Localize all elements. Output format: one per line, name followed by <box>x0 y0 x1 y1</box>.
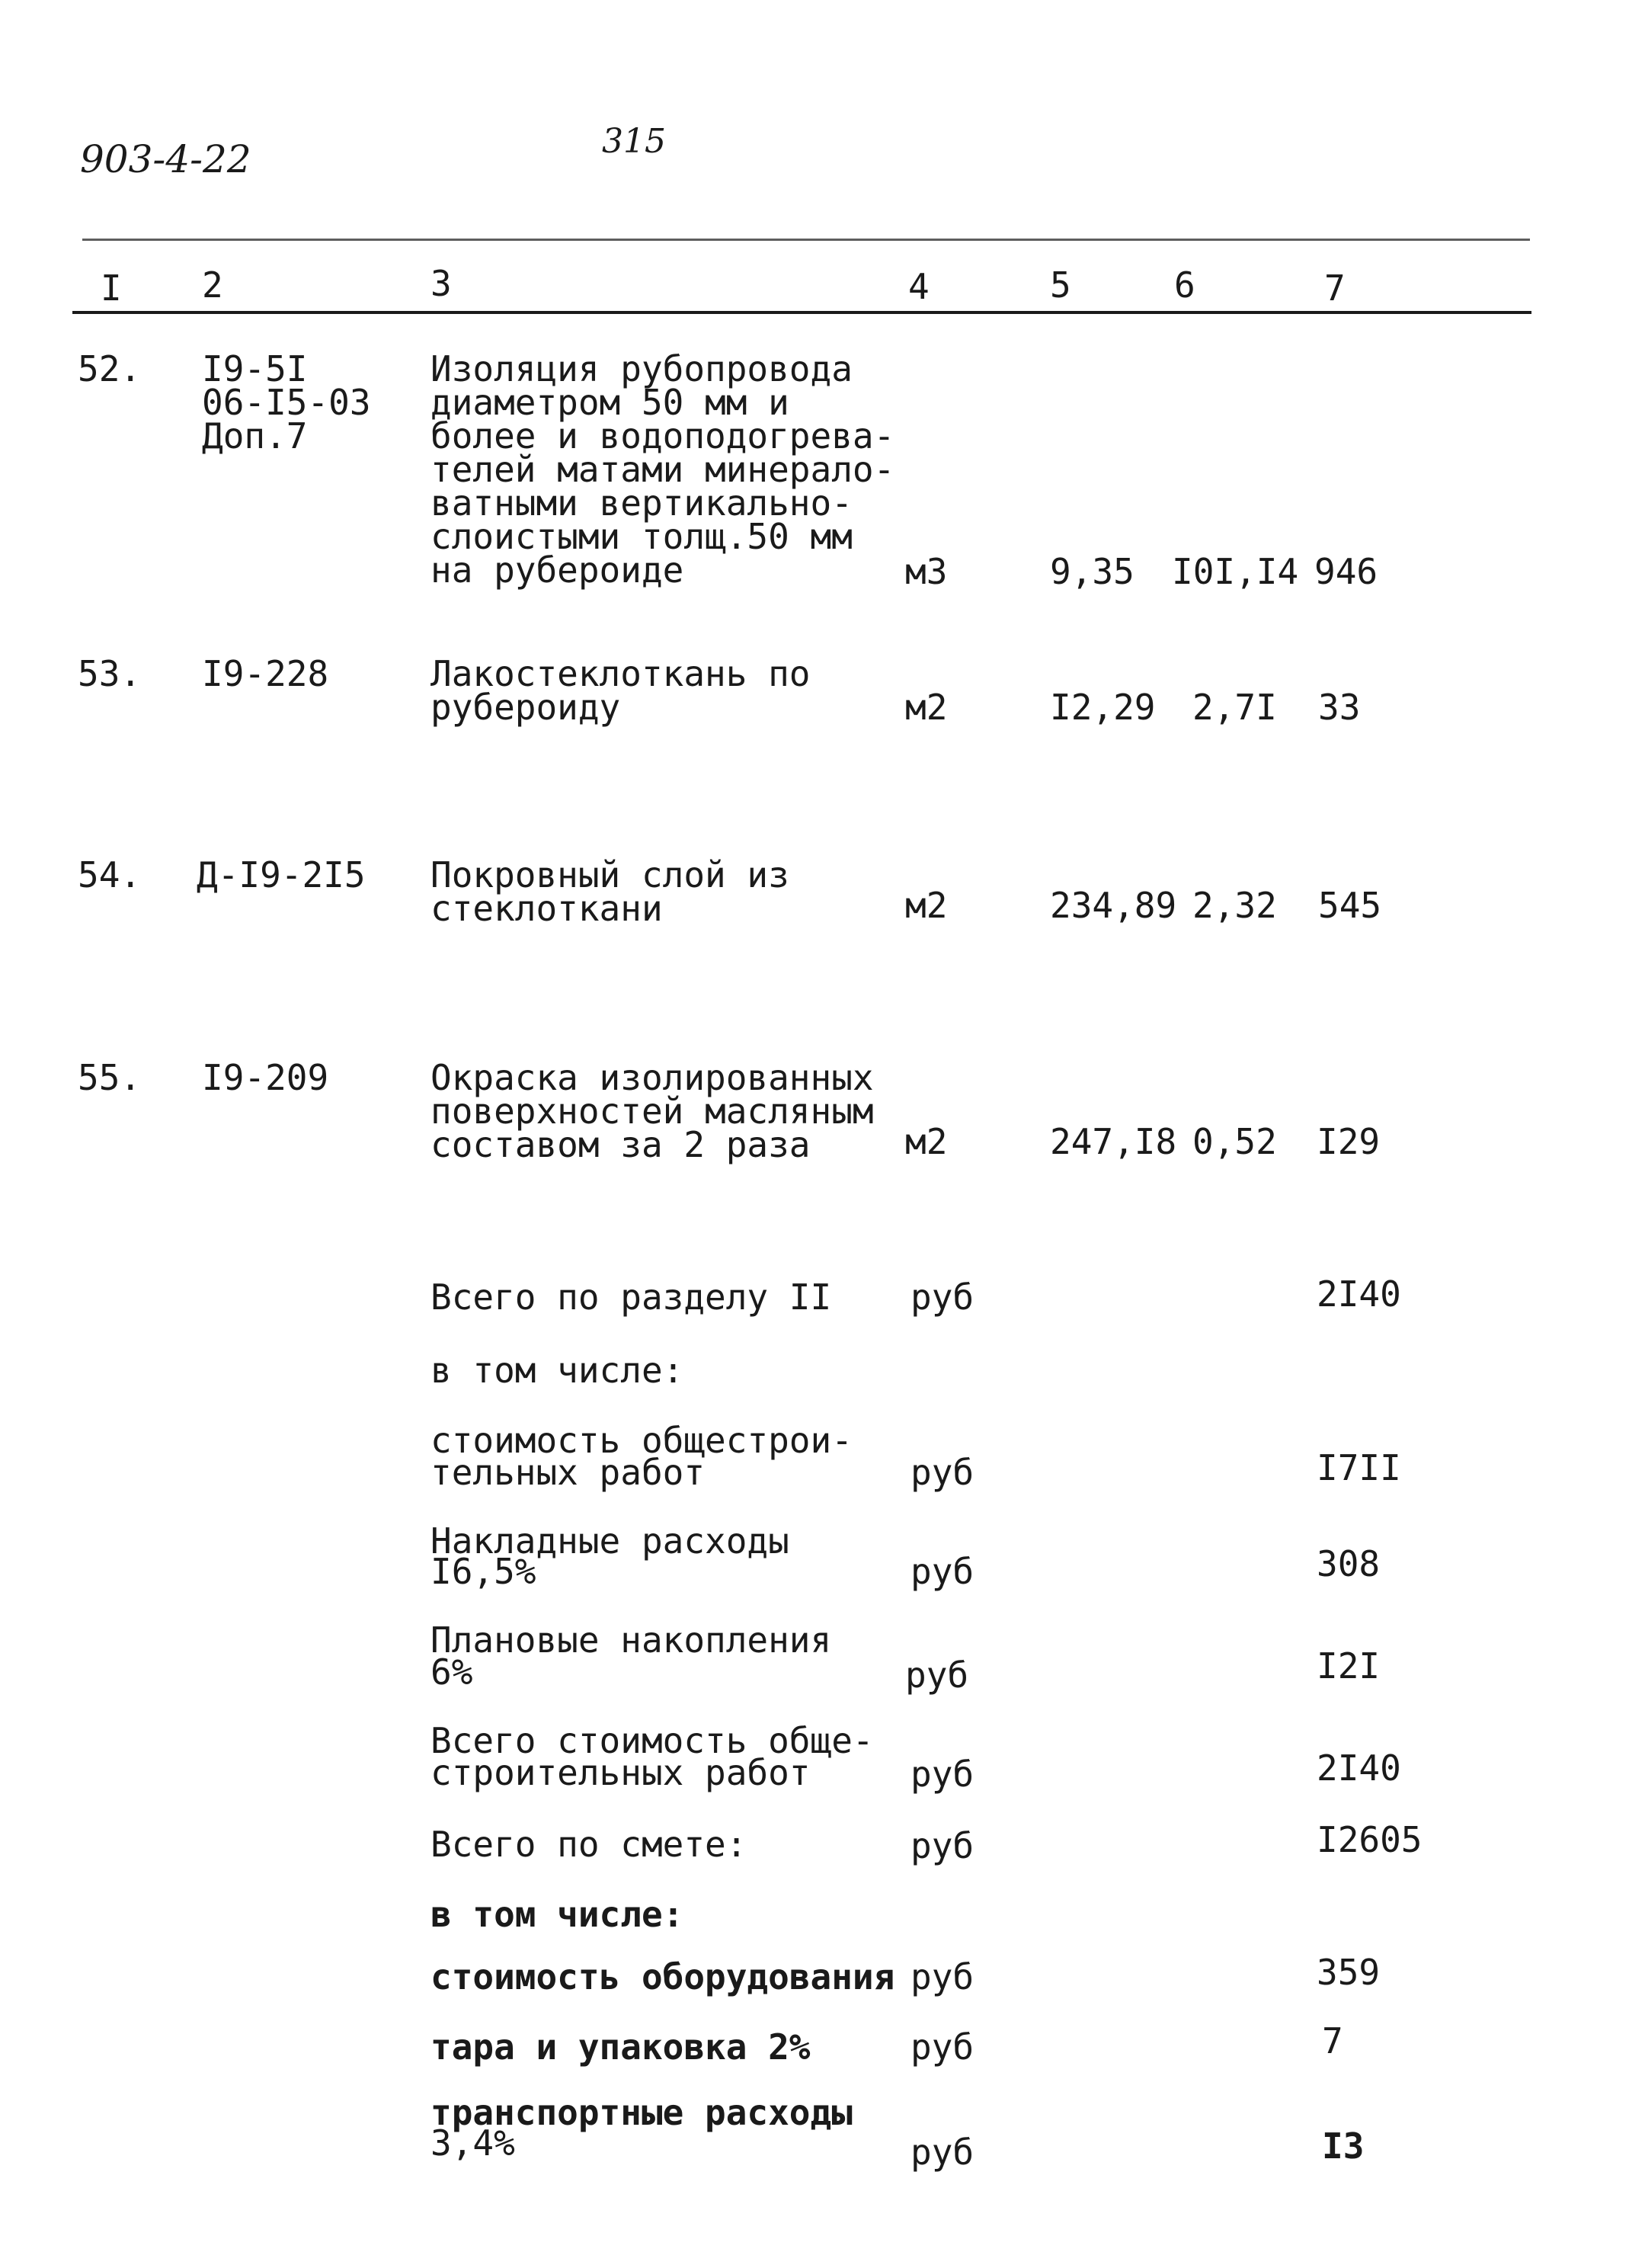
row-description: Изоляция рубопровода <box>430 348 853 389</box>
row-description: телей матами минерало- <box>430 449 895 490</box>
row-number: 52. <box>78 348 142 389</box>
row-code: Д-I9-2I5 <box>197 854 366 895</box>
header-rule <box>72 311 1531 314</box>
summary-label: Всего по разделу II <box>430 1277 832 1318</box>
row-description: поверхностей масляным <box>430 1091 874 1132</box>
row-unit: м2 <box>905 1121 948 1162</box>
summary-total: 7 <box>1322 2020 1343 2061</box>
summary-total: I3 <box>1322 2125 1365 2167</box>
row-quantity: 234,89 <box>1050 885 1177 926</box>
row-total: 545 <box>1318 885 1382 926</box>
summary-label: транспортные расходы <box>430 2092 853 2133</box>
row-quantity: 247,I8 <box>1050 1121 1177 1162</box>
summary-label: I6,5% <box>430 1551 536 1592</box>
summary-unit: руб <box>911 1754 975 1795</box>
row-description: стеклоткани <box>430 888 663 929</box>
summary-label: Накладные расходы <box>430 1520 789 1562</box>
summary-label: 3,4% <box>430 2122 515 2164</box>
row-code: I9-228 <box>202 653 329 694</box>
summary-label: стоимость общестрои- <box>430 1420 853 1461</box>
page-number: 315 <box>602 122 666 161</box>
row-unit: м2 <box>905 885 948 926</box>
row-description: Лакостеклоткань по <box>430 653 811 694</box>
summary-total: I7II <box>1317 1447 1401 1488</box>
summary-total: 2I40 <box>1317 1747 1401 1789</box>
column-header: 2 <box>202 264 223 306</box>
row-description: на рубероиде <box>430 549 684 591</box>
row-total: 33 <box>1318 687 1361 728</box>
row-price: 2,7I <box>1192 687 1277 728</box>
row-code: Доп.7 <box>202 415 308 456</box>
row-description: слоистыми толщ.50 мм <box>430 516 853 557</box>
summary-label: стоимость оборудования <box>430 1956 895 1997</box>
summary-unit: руб <box>911 1452 975 1493</box>
row-number: 54. <box>78 854 142 895</box>
document-code: 903-4-22 <box>80 137 251 181</box>
row-code: I9-5I <box>202 348 308 389</box>
row-number: 55. <box>78 1057 142 1098</box>
column-header: I <box>101 267 122 309</box>
column-header: 3 <box>430 263 452 304</box>
row-description: диаметром 50 мм и <box>430 382 789 423</box>
summary-label: 6% <box>430 1651 473 1693</box>
summary-unit: руб <box>911 1956 975 1997</box>
row-total: 946 <box>1314 551 1378 592</box>
summary-label: в том числе: <box>430 1350 684 1391</box>
column-header: 4 <box>908 266 930 307</box>
row-code: 06-I5-03 <box>202 382 371 423</box>
summary-unit: руб <box>911 1825 975 1866</box>
summary-unit: руб <box>911 2132 975 2173</box>
summary-label: строительных работ <box>430 1752 811 1793</box>
row-code: I9-209 <box>202 1057 329 1098</box>
summary-total: 308 <box>1317 1543 1381 1584</box>
summary-label: в том числе: <box>430 1894 684 1935</box>
row-quantity: I2,29 <box>1050 687 1156 728</box>
row-description: Окраска изолированных <box>430 1057 874 1098</box>
summary-total: I2I <box>1317 1645 1381 1687</box>
row-description: рубероиду <box>430 687 621 728</box>
row-price: 2,32 <box>1192 885 1277 926</box>
summary-label: тара и упаковка 2% <box>430 2026 811 2068</box>
row-number: 53. <box>78 653 142 694</box>
summary-label: тельных работ <box>430 1452 706 1493</box>
column-header: 6 <box>1174 264 1195 306</box>
row-unit: м2 <box>905 687 948 728</box>
summary-label: Всего по смете: <box>430 1824 747 1865</box>
summary-total: 359 <box>1317 1952 1381 1993</box>
summary-label: Всего стоимость обще- <box>430 1720 874 1761</box>
column-header: 5 <box>1050 264 1071 306</box>
summary-unit: руб <box>905 1655 969 1696</box>
summary-unit: руб <box>911 1551 975 1592</box>
column-header: 7 <box>1324 267 1346 309</box>
summary-label: Плановые накопления <box>430 1619 832 1661</box>
summary-total: I2605 <box>1317 1819 1423 1860</box>
summary-total: 2I40 <box>1317 1273 1401 1315</box>
row-quantity: 9,35 <box>1050 551 1135 592</box>
row-unit: м3 <box>905 551 948 592</box>
top-rule <box>82 239 1530 241</box>
summary-unit: руб <box>911 1277 975 1318</box>
row-description: более и водоподогрева- <box>430 415 895 456</box>
row-description: ватными вертикально- <box>430 482 853 524</box>
row-price: 0,52 <box>1192 1121 1277 1162</box>
summary-unit: руб <box>911 2026 975 2068</box>
row-price: I0I,I4 <box>1172 551 1299 592</box>
row-description: составом за 2 раза <box>430 1124 811 1165</box>
row-total: I29 <box>1317 1121 1381 1162</box>
row-description: Покровный слой из <box>430 854 789 895</box>
